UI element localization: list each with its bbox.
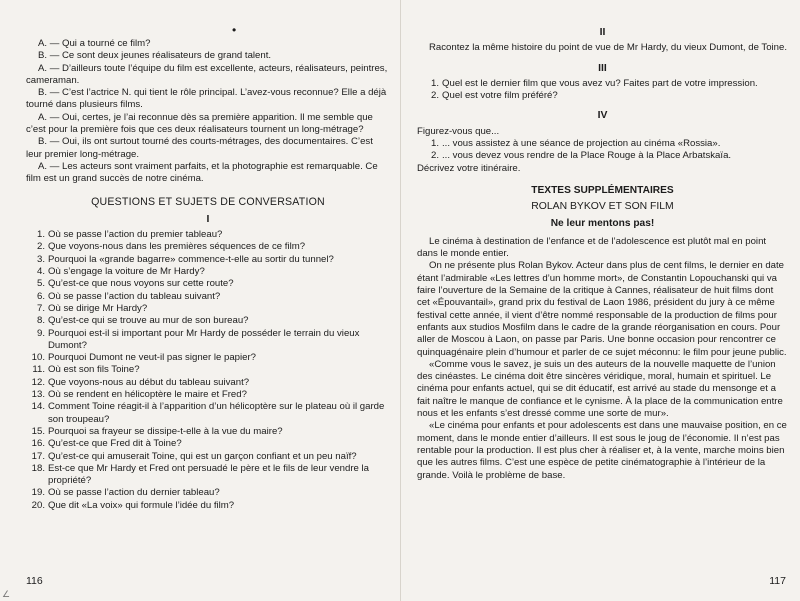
decrivez-line: Décrivez votre itinéraire. xyxy=(417,162,521,174)
question-text: ... vous assistez à une séance de projection au cinéma «Rossia». xyxy=(442,138,721,150)
question-text: Où est son fils Toine? xyxy=(48,364,140,376)
question-number: 14. xyxy=(31,401,45,413)
question-number: 19. xyxy=(31,487,45,499)
question-item xyxy=(26,451,390,463)
question-text: Pourquoi est-il si important pour Mr Hardy de posséder le terrain du vieux Dumont? xyxy=(48,327,360,351)
question-number: 11. xyxy=(32,364,45,376)
question-item xyxy=(26,241,390,253)
right-page xyxy=(400,0,800,601)
question-number: 10. xyxy=(31,352,45,364)
question-item xyxy=(26,364,390,376)
question-item xyxy=(26,389,390,401)
question-item xyxy=(26,291,390,303)
question-text: Où se dirige Mr Hardy? xyxy=(48,302,148,314)
question-number: 9. xyxy=(36,327,45,339)
question-text: Comment Toine réagit-il à l’apparition d’un hélicoptère sur le plateau où il garde son troupeau? xyxy=(48,401,385,425)
question-number: 6. xyxy=(36,290,45,302)
question-number: 1. xyxy=(36,229,45,241)
article-paragraph: «Comme vous le savez, je suis un des auteurs de la nouvelle maquette de l’union des cinéastes. Le cinéma doit être sincères véridique, moral, humain et spirituel. Le cinéma pour enfants actuel, qui se dit éducatif, est arrivé au stade du mensonge et a fait naître le manque de confiance et le cynisme. À la place de la communication entre nous et les enfants s’est dressé comme une sorte de mur». xyxy=(417,358,783,420)
question-text: Où se passe l’action du tableau suivant? xyxy=(48,290,221,302)
dialogue-line: B. — C’est l’actrice N. qui tient le rôle principal. L’avez-vous reconnue? Elle a déjà tourné dans plusieurs films. xyxy=(26,87,387,111)
question-item xyxy=(26,266,390,278)
question-text: Pourquoi sa frayeur se dissipe-t-elle à la vue du maire? xyxy=(48,425,283,437)
page-number: 116 xyxy=(26,574,43,587)
question-item xyxy=(26,254,390,266)
question-text: Pourquoi la «grande bagarre» commence-t-elle au sortir du tunnel? xyxy=(48,253,334,265)
question-number: 13. xyxy=(31,389,45,401)
question-number: 1. xyxy=(431,77,440,89)
roman-numeral-3: III xyxy=(598,62,607,74)
question-item xyxy=(26,487,390,499)
question-text: Qu’est-ce que Fred dit à Toine? xyxy=(48,438,182,450)
supplementary-heading: TEXTES SUPPLÉMENTAIRES xyxy=(531,184,674,196)
dialogue-line: B. — Ce sont deux jeunes réalisateurs de grand talent. xyxy=(38,50,272,62)
question-text: Quel est le dernier film que vous avez vu? Faites part de votre impression. xyxy=(442,77,758,89)
question-item xyxy=(26,303,390,315)
roman-numeral-2: II xyxy=(599,27,606,38)
question-text: Qu’est-ce qui amuserait Toine, qui est un garçon confiant et un peu naïf? xyxy=(48,450,357,462)
question-item xyxy=(417,78,788,90)
article-paragraph: On ne présente plus Rolan Bykov. Acteur dans plus de cent films, le dernier en date étant l’admirable «Les lettres d’un homme mort», de Constantin Lopouchanski qui va faire l’ouverture de la Semaine de la critique à Cannes, réalisateur de huit films dont cet «Épouvantail», grand prix du festival de Laon 1986, président du jury à ce même festival cette année, il vient d’être nommé responsable de la production de films pour enfants aux studios Mosfilm dans le cadre de la grande réorganisation en cours. Pour aller de Moscou à Laon, on passe par Paris. Une bonne occasion pour rencontrer ce quinquagénaire plein d’humour et parler de ce sujet méconnu: le film pour jeune public. xyxy=(417,260,787,358)
question-item xyxy=(26,500,390,512)
question-list-4 xyxy=(417,138,788,163)
article-title: Ne leur mentons pas! xyxy=(550,217,655,229)
question-item xyxy=(417,90,788,102)
question-text: Quel est votre film préféré? xyxy=(442,90,558,102)
question-text: Où se rendent en hélicoptère le maire et Fred? xyxy=(48,389,247,401)
article-body xyxy=(417,236,788,482)
question-item xyxy=(26,377,390,389)
question-item xyxy=(26,426,390,438)
dialogue-line: A. — D’ailleurs toute l’équipe du film est excellente, acteurs, réalisateurs, peintres, cameraman. xyxy=(26,62,388,86)
roman-numeral-4: IV xyxy=(597,110,608,122)
question-number: 4. xyxy=(36,266,45,278)
question-text: Que dit «La voix» qui formule l’idée du film? xyxy=(48,499,235,511)
question-text: Où se passe l’action du premier tableau? xyxy=(48,229,223,241)
dialogue xyxy=(26,38,390,186)
dialogue-line: A. — Oui, certes, je l’ai reconnue dès sa première apparition. Il me semble que c’est pour la première fois que ces deux réalisateurs tournent un long-métrage? xyxy=(26,111,373,136)
supplementary-subheading: ROLAN BYKOV ET SON FILM xyxy=(531,201,674,213)
question-number: 18. xyxy=(31,462,45,474)
retell-instruction: Racontez la même histoire du point de vue de Mr Hardy, du vieux Dumont, de Toine. xyxy=(429,42,787,54)
question-number: 12. xyxy=(31,376,45,388)
question-text: Qu’est-ce qui se trouve au mur de son bureau? xyxy=(48,315,249,327)
question-item xyxy=(26,438,390,450)
question-number: 1. xyxy=(431,138,440,150)
figurez-line: Figurez-vous que... xyxy=(417,125,500,137)
question-number: 8. xyxy=(36,315,45,327)
question-text: Est-ce que Mr Hardy et Fred ont persuadé le père et le fils de leur vendre la propriété? xyxy=(48,462,370,487)
question-item xyxy=(26,463,390,488)
dialogue-line: B. — Oui, ils ont surtout tourné des courts-métrages, des documentaires. C’est leur premier long-métrage. xyxy=(26,136,373,160)
question-number: 15. xyxy=(31,425,45,437)
question-item xyxy=(26,401,390,426)
question-item xyxy=(417,138,788,150)
question-number: 2. xyxy=(36,241,45,253)
question-text: Pourquoi Dumont ne veut-il pas signer le papier? xyxy=(48,352,256,364)
question-item xyxy=(26,352,390,364)
question-text: Où se passe l’action du dernier tableau? xyxy=(48,487,220,499)
corner-mark: ∠ xyxy=(2,589,11,599)
question-number: 5. xyxy=(36,278,45,290)
question-number: 7. xyxy=(36,302,45,314)
question-item xyxy=(26,229,390,241)
question-text: Qu’est-ce que nous voyons sur cette route? xyxy=(48,278,234,290)
article-paragraph: Le cinéma à destination de l’enfance et de l’adolescence est plutôt mal en point dans le monde entier. xyxy=(417,235,767,260)
question-item xyxy=(26,328,390,353)
question-text: Que voyons-nous au début du tableau suivant? xyxy=(48,376,250,388)
question-list-3 xyxy=(417,78,788,103)
question-number: 2. xyxy=(431,90,440,102)
question-number: 3. xyxy=(36,253,45,265)
article-paragraph: «Le cinéma pour enfants et pour adolescents est dans une mauvaise position, en ce moment, dans le monde entier d’ailleurs. Il est sous le joug de l’économie. Il n’est pas rentable pour la production. Il est plus cher à réaliser et, à la vente, marche moins bien que les autres films. C’est une espèce de petite cinématographie à l’intérieur de la grande. Voilà le problème de base. xyxy=(417,420,787,481)
question-number: 20. xyxy=(31,499,45,511)
question-number: 2. xyxy=(431,150,440,162)
question-text: Où s’engage la voiture de Mr Hardy? xyxy=(48,266,205,278)
dialogue-line: A. — Qui a tourné ce film? xyxy=(38,38,151,49)
dialogue-line: A. — Les acteurs sont vraiment parfaits, et la photographie est remarquable. Ce film est un grand succès de notre cinéma. xyxy=(26,160,378,185)
question-item xyxy=(26,278,390,290)
section-heading: QUESTIONS ET SUJETS DE CONVERSATION xyxy=(91,195,325,208)
question-text: Que voyons-nous dans les premières séquences de ce film? xyxy=(48,241,306,253)
roman-numeral-1: I xyxy=(206,213,210,225)
question-number: 17. xyxy=(31,450,45,462)
page-number: 117 xyxy=(769,574,786,587)
bullet-dot-icon: • xyxy=(232,23,237,37)
question-list xyxy=(26,229,390,512)
question-item xyxy=(26,315,390,327)
question-text: ... vous devez vous rendre de la Place Rouge à la Place Arbatskaïa. xyxy=(442,150,732,162)
question-number: 16. xyxy=(31,438,45,450)
question-item xyxy=(417,150,788,162)
